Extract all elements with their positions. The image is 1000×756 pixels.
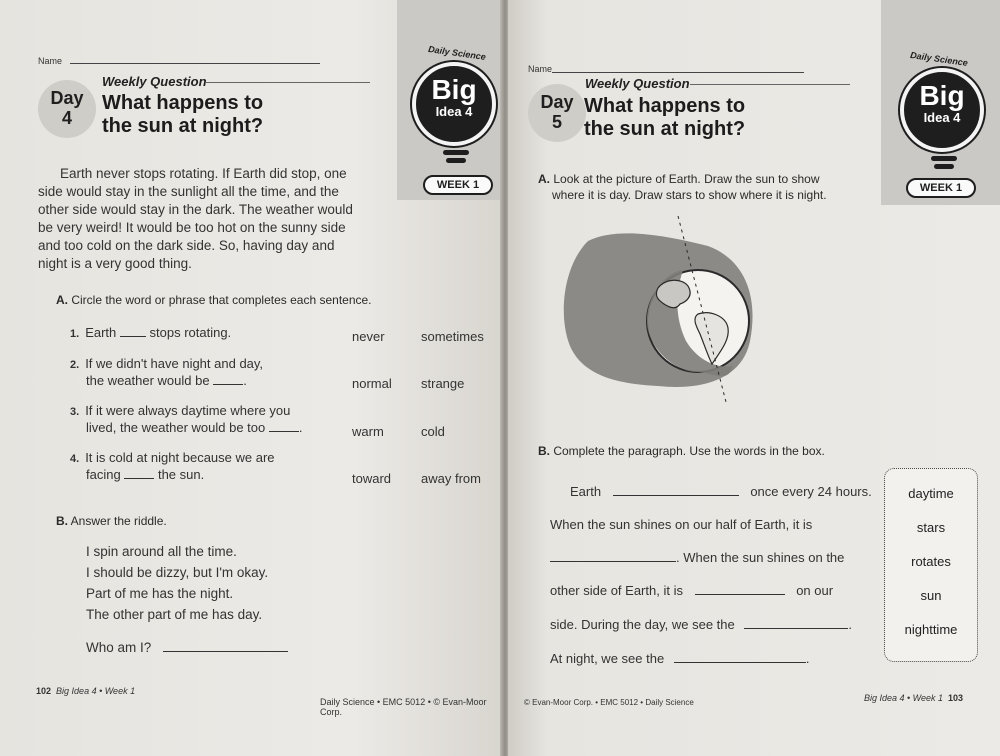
option-1a[interactable]: never xyxy=(352,329,385,344)
question-item-4: 4. It is cold at night because we are facing the sun. xyxy=(70,450,275,482)
option-4a[interactable]: toward xyxy=(352,471,392,486)
paragraph-line-2: When the sun shines on our half of Earth, it is xyxy=(550,517,813,532)
paragraph-line-4: other side of Earth, it is on our xyxy=(550,583,834,598)
answer-blank[interactable] xyxy=(124,478,154,479)
option-4b[interactable]: away from xyxy=(421,471,481,486)
question-item-3: 3. If it were always daytime where you lived, the weather would be too . xyxy=(70,403,303,435)
footer-left: 102 Big Idea 4 • Week 1 xyxy=(36,686,136,696)
name-label: Name xyxy=(528,64,553,74)
option-3b[interactable]: cold xyxy=(421,424,445,439)
question-title: What happens to the sun at night? xyxy=(102,92,264,137)
name-label: Name xyxy=(38,56,63,66)
word-bank-item: rotates xyxy=(911,554,951,569)
answer-blank[interactable] xyxy=(613,495,739,496)
footer-right: Big Idea 4 • Week 1 103 xyxy=(864,693,964,703)
earth-picture[interactable] xyxy=(558,206,768,416)
week-badge: WEEK 1 xyxy=(423,175,493,195)
question-item-1: 1. Earth stops rotating. xyxy=(70,325,232,340)
answer-blank[interactable] xyxy=(674,662,806,663)
section-b-instruction: B. Complete the paragraph. Use the words in the box. xyxy=(538,444,825,458)
word-bank-item: daytime xyxy=(908,486,954,501)
word-bank-item: nighttime xyxy=(904,622,958,637)
weekly-question-rule xyxy=(205,82,370,83)
bulb-base xyxy=(446,158,466,163)
week-badge: WEEK 1 xyxy=(906,178,976,198)
weekly-question-label: Weekly Question xyxy=(585,76,690,91)
riddle-prompt: Who am I? xyxy=(86,637,288,658)
weekly-question-rule xyxy=(690,84,850,85)
bulb-base xyxy=(931,156,957,161)
footer-credit: Daily Science • EMC 5012 • © Evan-Moor Corp. xyxy=(320,697,487,717)
answer-blank[interactable] xyxy=(695,594,785,595)
section-a-instruction: A. Circle the word or phrase that completes each sentence. xyxy=(56,293,372,307)
option-2b[interactable]: strange xyxy=(421,376,465,391)
lightbulb-icon: Big Idea 4 xyxy=(900,68,984,152)
riddle-answer-blank[interactable] xyxy=(163,651,288,652)
answer-blank[interactable] xyxy=(213,384,243,385)
right-page xyxy=(508,0,1000,756)
option-1b[interactable]: sometimes xyxy=(421,329,484,344)
bulb-base xyxy=(443,150,469,155)
question-title: What happens to the sun at night? xyxy=(584,95,746,140)
day-badge: Day 4 xyxy=(38,80,96,138)
paragraph-line-1: Earth once every 24 hours. xyxy=(570,484,872,499)
answer-blank[interactable] xyxy=(120,336,146,337)
option-2a[interactable]: normal xyxy=(352,376,392,391)
section-b-instruction: B. Answer the riddle. xyxy=(56,514,167,528)
riddle-text: I spin around all the time. I should be dizzy, but I'm okay. Part of me has the night. The other part of me has day. xyxy=(86,544,269,622)
section-a-instruction: A. Look at the picture of Earth. Draw the sun to show where it is day. Draw stars to show where it is night. xyxy=(538,172,827,202)
daily-science-label: Daily Science xyxy=(427,44,487,62)
answer-blank[interactable] xyxy=(269,431,299,432)
lightbulb-icon: Big Idea 4 xyxy=(412,62,496,146)
intro-paragraph: Earth never stops rotating. If Earth did stop, one side would stay in the sunlight all the time, and the other side would stay in the dark. The weather would be very weird! It would be too hot on the sunny side and too cold on the dark side. So, having day and night is a very good thing. xyxy=(38,166,353,271)
answer-blank[interactable] xyxy=(550,561,676,562)
answer-blank[interactable] xyxy=(744,628,848,629)
paragraph-line-5: side. During the day, we see the . xyxy=(550,617,853,632)
option-3a[interactable]: warm xyxy=(352,424,384,439)
footer-credit: © Evan-Moor Corp. • EMC 5012 • Daily Science xyxy=(524,698,694,707)
word-bank-item: stars xyxy=(916,520,946,535)
weekly-question-label: Weekly Question xyxy=(102,74,207,89)
paragraph-line-6: At night, we see the . xyxy=(550,651,810,666)
paragraph-line-3: . When the sun shines on the xyxy=(550,550,844,565)
word-bank-item: sun xyxy=(920,588,942,603)
day-badge: Day 5 xyxy=(528,84,586,142)
bulb-base xyxy=(934,164,954,169)
daily-science-label: Daily Science xyxy=(909,50,969,68)
question-item-2: 2. If we didn't have night and day, the weather would be . xyxy=(70,356,264,388)
